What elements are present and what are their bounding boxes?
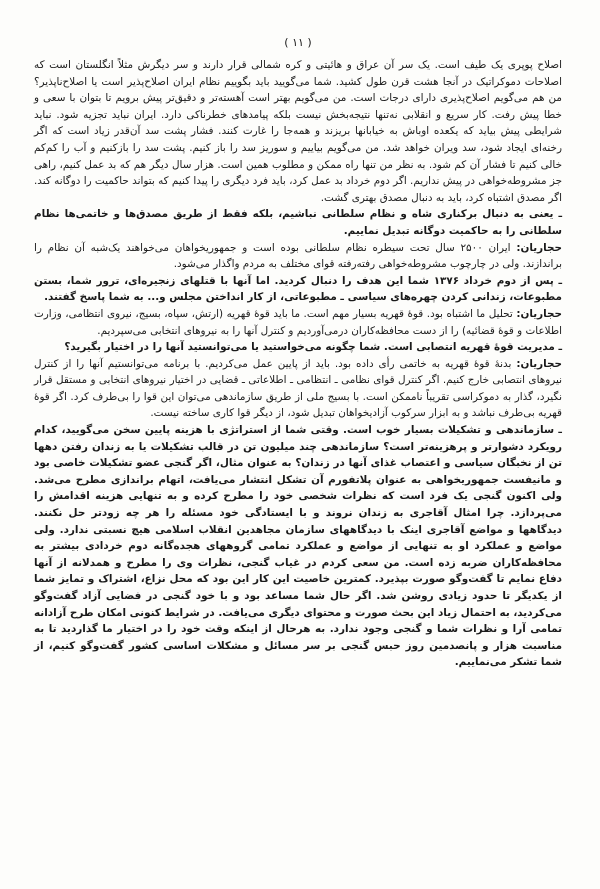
speaker-label: حجاریان: bbox=[516, 307, 562, 320]
question-paragraph: ـ پس از دوم خرداد ۱۳۷۶ شما این هدف را دنبال کردید. اما آنها با قتلهای زنجیره‌ای، ترور شما، بستن مطبوعات، زندانی کردن چهره‌های سیاسی ـ مطبوعاتی، از کار انداختن مجلس و... به شما پاسخ گفتند. bbox=[34, 274, 563, 304]
document-body bbox=[34, 57, 562, 671]
answer-paragraph bbox=[34, 306, 562, 339]
answer-text: ایران ۲۵۰۰ سال تحت سیطره نظام سلطانی بوده است و جمهوریخواهان می‌خواهند یک‌شبه آن نظام را براندازند. ولی در چارچوب مشروطه‌خواهی رفته‌رفته قوای مختلف به مردم واگذار می‌شود. bbox=[34, 241, 562, 271]
answer-text: بدنهٔ قوهٔ قهریه به خاتمی رأی داده بود. باید از پایین عمل می‌کردیم. با برنامه می‌توانستیم آنها را از کنترل نیروهای انتصابی خارج کنیم. اگر کنترل قوای نظامی ـ انتظامی ـ اطلاعاتی ـ قضایی در اختیار نیروهای انتخابی و مستقل قرار نگیرد، گذار به دموکراسی تقریباً ناممکن است. با بسیج ملی از طریق سازماندهی می‌توان این قوا را بی‌طرف کرد. اگر قوهٔ قهریه بی‌طرف نباشد و به ابزار سرکوب آزادیخواهان تبدیل شود، از دیگر قوا کاری ساخته نیست. bbox=[34, 357, 562, 420]
answer-paragraph-intro: اصلاح پوپری یک طیف است. یک سر آن عراق و هائیتی و کره شمالی قرار دارند و سر دیگرش مثلاً انگلستان است که اصلاحات دموکراتیک در آنجا هشت قرن طول کشید. شما می‌گویید باید بگوییم نظام ایران اصلاح‌پذیر است یا اصلاح‌ناپذیر؟ من هم می‌گویم اصلاح‌پذیری دارای درجات است. من می‌گویم بهتر است آهسته‌تر و دقیق‌تر پیش برویم تا بتوان با سعی و خطا پیش رفت. کار سریع و انقلابی نه‌تنها نتیجه‌بخش نیست بلکه پیامدهای خطرناکی دارد. ایران نباید تجزیه شود. نباید شرایطی پیش بیاید که یکعده اوباش به خیابانها بریزند و همه‌جا را غارت کنند. فشار پشت سد آن‌قدر زیاد است که اگر رخنه‌ای ایجاد شود، سد ویران خواهد شد. من می‌گویم بیاییم و سوریز سد را باز کنیم. پشت سد را بازکنیم و آب را کم‌کم خالی کنیم تا فشار آن کم شود. به نظر من تنها راه ممکن و مطلوب همین است. هزار سال دیگر هم که بد عمل کنیم، راهی جز مشروطه‌خواهی در پیش نداریم. اگر دوم خرداد بد عمل کرد، باید فرد دیگری را پیدا کنیم که بتواند حاکمیت را دوگانه کند. اگر مصدق اشتباه کرد، باید به دنبال مصدق بهتری گشت. bbox=[34, 59, 562, 204]
page-number: ( ۱۱ ) bbox=[284, 36, 312, 49]
speaker-label: حجاریان: bbox=[516, 241, 562, 254]
question-paragraph: ـ مدیریت قوهٔ قهریه انتصابی است. شما چگونه می‌خواستید یا می‌توانستید آنها را در اختیار بگیرید؟ bbox=[64, 341, 562, 354]
answer-paragraph bbox=[34, 356, 562, 422]
speaker-label: حجاریان: bbox=[516, 357, 562, 370]
answer-text: تحلیل ما اشتباه بود. قوهٔ قهریه بسیار مهم است. ما باید قوهٔ قهریه (ارتش، سپاه، بسیج، نیروی انتظامی، وزارت اطلاعات و قوهٔ قضائیه) را از دست محافظه‌کاران درمی‌آوردیم و کنترل آنها را به نیروهای انتخابی می‌سپردیم. bbox=[34, 307, 562, 337]
question-paragraph-final: ـ سازماندهی و تشکیلات بسیار خوب است. وقتی شما از استراتژی با هزینه پایین سخن می‌گویید، کدام رویکرد دشوارتر و پرهزینه‌تر است؟ سازماندهی چند میلیون تن در قالب تشکیلات یا به زندان رفتن دهها تن از نخبگان سیاسی و اعتصاب غذای آنها در زندان؟ به عنوان مثال، اگر گنجی عضو تشکیلات خاصی بود و مانیفست جمهوریخواهی به عنوان پلاتفورم آن تشکل انتشار می‌یافت، اتهام براندازی مطرح می‌شد. ولی اکنون گنجی یک فرد است که نظرات شخصی خود را مطرح کرده و به تنهایی هزینه اقدامش را می‌پردازد. چرا امثال آقاجری به زندان نروند و با ایستادگی خود مسئله را هر چه زودتر حل نکنند. دیدگاهها و مواضع آقاجری اینک با دیدگاههای سازمان مجاهدین انقلاب اسلامی هیچ نسبتی ندارد. ولی مواضع و عملکرد او به تنهایی از مواضع و عملکرد تمامی گروههای هجده‌گانه دوم خردادی بیشتر به محافظه‌کاران ضربه زده است. من سعی کردم در غیاب گنجی، نظرات وی را مطرح و همدلانه از آنها دفاع نمایم تا گفت‌وگو صورت بپذیرد. کمترین خاصیت این کار این بود که محل نزاع، اشتراک و تمایز شما از یکدیگر تا حدود زیادی روشن شد. اگر حال شما مساعد بود و با خود گنجی در فضایی آزاد گفت‌وگو می‌کردید، به احتمال زیاد این بحث صورت و محتوای دیگری می‌یافت. در شرایط کنونی امکان طرح آزادانه تمامی آرا و نظرات شما و گنجی وجود ندارد. به هرحال از اینکه وقت خود را در اختیار ما گذاردید تا به مناسبت هزار و پانصدمین روز حبس گنجی بر سر مسائل و مشکلات اساسی کشور گفت‌وگو کنیم، از شما تشکر می‌نماییم. bbox=[34, 424, 562, 669]
question-paragraph: ـ یعنی به دنبال برکناری شاه و نظام سلطانی نباشیم، بلکه فقط از طریق مصدق‌ها و خاتمی‌ها نظام سلطانی را به حاکمیت دوگانه تبدیل نماییم. bbox=[34, 208, 562, 237]
answer-paragraph bbox=[34, 240, 562, 273]
